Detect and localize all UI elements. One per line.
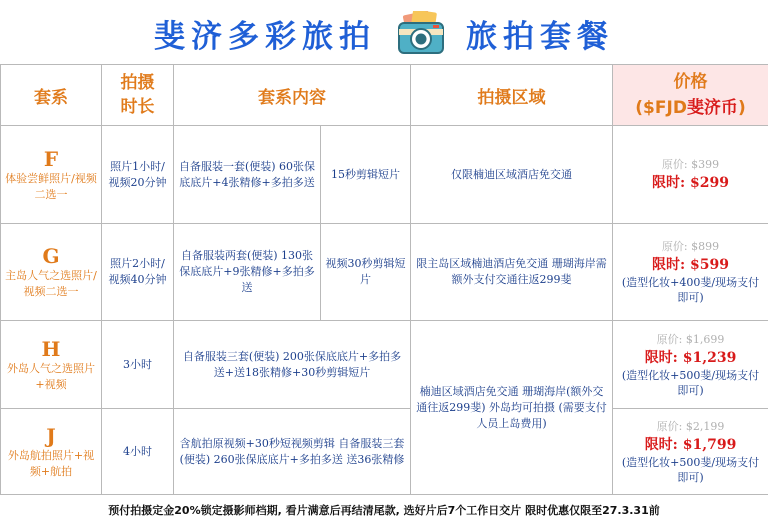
price-cell: 原价: $2,199 限时: $1,799 (造型化妆+500斐/现场支付即可): [613, 409, 768, 495]
extra-cell: 15秒剪辑短片: [321, 126, 411, 224]
page-title: [0, 0, 768, 66]
footer-note: 预付拍摄定金20%锁定摄影师档期, 看片满意后再结清尾款, 选好片后7个工作日交片 限时优惠仅限至27.3.31前: [108, 504, 660, 517]
package-cell: G 主岛人气之选照片/视频二选一: [1, 224, 102, 321]
table-row: [1, 409, 768, 495]
duration-cell: 3小时: [102, 321, 174, 409]
content-cell: 含航拍原视频+30秒短视频剪辑 自备服装三套(便装) 260张保底底片+多拍多送 送36张精修: [174, 409, 411, 495]
table-row: [1, 224, 768, 321]
duration-cell: 照片2小时/视频40分钟: [102, 224, 174, 321]
title-right: 旅拍套餐: [466, 18, 614, 55]
package-cell: H 外岛人气之选照片+视频: [1, 321, 102, 409]
price-cell: 原价: $1,699 限时: $1,239 (造型化妆+500斐/现场支付即可): [613, 321, 768, 409]
area-cell: 楠迪区域酒店免交通 珊瑚海岸(额外交通往返299斐) 外岛均可拍摄 (需要支付人员上岛费用): [411, 321, 613, 495]
content-cell: 自备服装三套(便装) 200张保底底片+多拍多送+送18张精修+30秒剪辑短片: [174, 321, 411, 409]
area-cell: 限主岛区域楠迪酒店免交通 珊瑚海岸需额外支付交通往返299斐: [411, 224, 613, 321]
content-cell: 自备服装两套(便装) 130张保底底片+9张精修+多拍多送: [174, 224, 321, 321]
content-cell: 自备服装一套(便装) 60张保底底片+4张精修+多拍多送: [174, 126, 321, 224]
price-cell: 原价: $399 限时: $299: [613, 126, 768, 224]
duration-cell: 4小时: [102, 409, 174, 495]
duration-cell: 照片1小时/视频20分钟: [102, 126, 174, 224]
header-area: 拍摄区域: [411, 65, 613, 126]
header-price: 价格 ($FJD斐济币): [613, 65, 768, 126]
table-row: [1, 126, 768, 224]
camera-icon: [396, 11, 446, 55]
price-cell: 原价: $899 限时: $599 (造型化妆+400斐/现场支付即可): [613, 224, 768, 321]
package-cell: J 外岛航拍照片+视频+航拍: [1, 409, 102, 495]
extra-cell: 视频30秒剪辑短片: [321, 224, 411, 321]
package-table: [0, 64, 768, 495]
header-row: [1, 65, 768, 126]
title-left: 斐济多彩旅拍: [154, 18, 376, 55]
table-row: [1, 321, 768, 409]
package-cell: F 体验尝鲜照片/视频二选一: [1, 126, 102, 224]
header-duration: 拍摄时长: [102, 65, 174, 126]
area-cell: 仅限楠迪区域酒店免交通: [411, 126, 613, 224]
header-content: 套系内容: [174, 65, 411, 126]
header-package: 套系: [1, 65, 102, 126]
